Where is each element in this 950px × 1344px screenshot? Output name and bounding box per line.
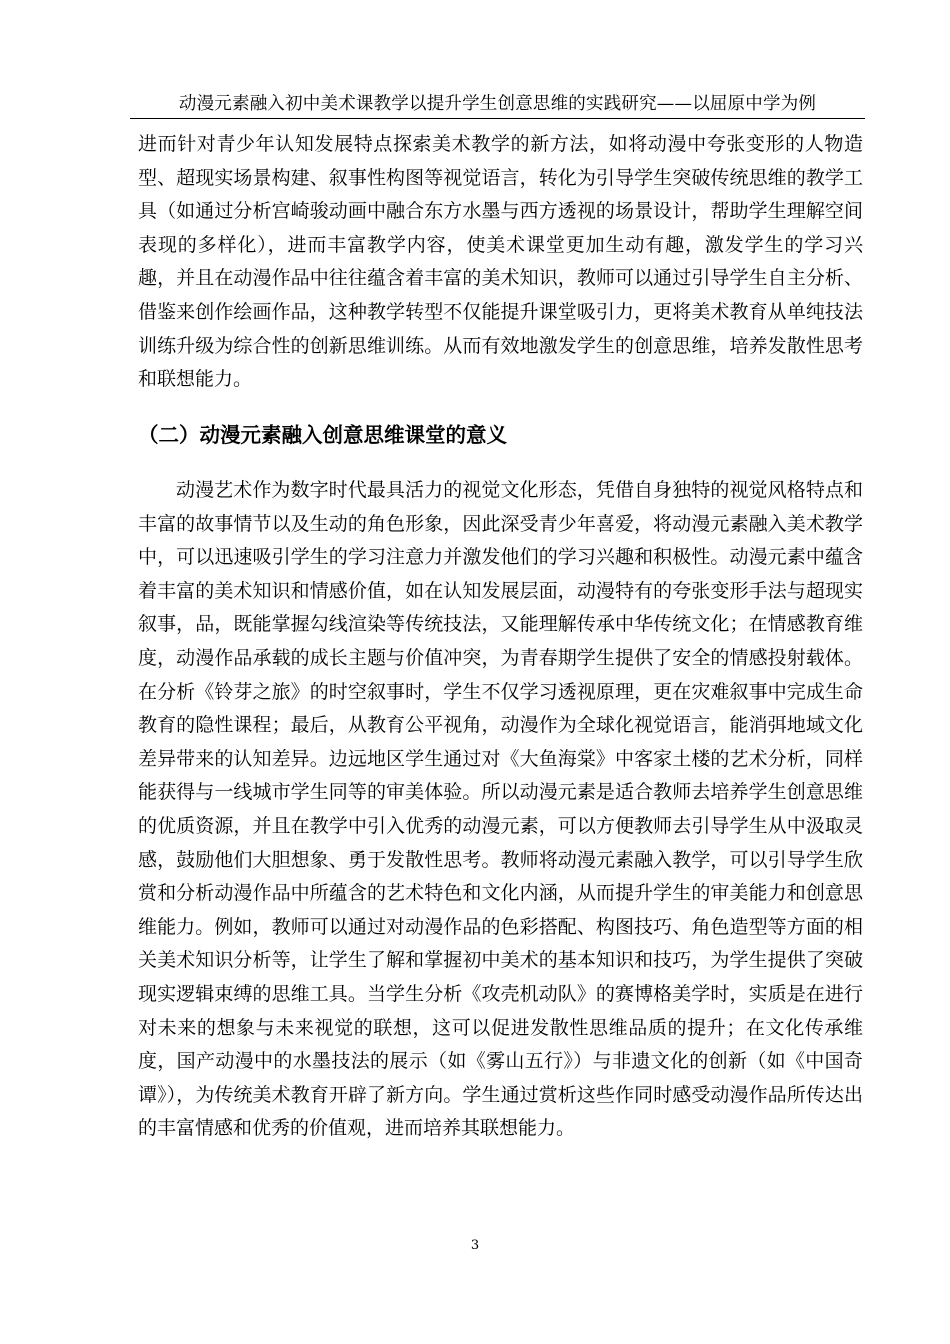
running-header [130,90,865,119]
page-number: 3 [470,1238,480,1253]
section-heading: （二）动漫元素融入创意思维课堂的意义 [138,423,507,447]
body-paragraph-2: 动漫艺术作为数字时代最具活力的视觉文化形态，凭借自身独特的视觉风格特点和丰富的故事情节以及生动的角色形象，因此深受青少年喜爱，将动漫元素融入美术教学中，可以迅速吸引学生的学习注意力并激发他们的学习兴趣和积极性。动漫元素中蕴含着丰富的美术知识和情感价值，如在认知发展层面，动漫特有的夸张变形手法与超现实叙事，品，既能掌握勾线渲染等传统技法，又能理解传承中华传统文化；在情感教育维度，动漫作品承载的成长主题与价值冲突，为青春期学生提供了安全的情感投射载体。在分析《铃芽之旅》的时空叙事时，学生不仅学习透视原理，更在灾难叙事中完成生命教育的隐性课程；最后，从教育公平视角，动漫作为全球化视觉语言，能消弭地域文化差异带来的认知差异。边远地区学生通过对《大鱼海棠》中客家土楼的艺术分析，同样能获得与一线城市学生同等的审美体验。所以动漫元素是适合教师去培养学生创意思维的优质资源，并且在教学中引入优秀的动漫元素，可以方便教师去引导学生从中汲取灵感，鼓励他们大胆想象、勇于发散性思考。教师将动漫元素融入教学，可以引导学生欣赏和分析动漫作品中所蕴含的艺术特色和文化内涵，从而提升学生的审美能力和创意思维能力。例如，教师可以通过对动漫作品的色彩搭配、构图技巧、角色造型等方面的相关美术知识分析等，让学生了解和掌握初中美术的基本知识和技巧，为学生提供了突破现实逻辑束缚的思维工具。当学生分析《攻壳机动队》的赛博格美学时，实质是在进行对未来的想象与未来视觉的联想，这可以促进发散性思维品质的提升；在文化传承维度，国产动漫中的水墨技法的展示（如《雾山五行》）与非遗文化的创新（如《中国奇谭》），为传统美术教育开辟了新方向。学生通过赏析这些作同时感受动漫作品所传达出的丰富情感和优秀的价值观，进而培养其联想能力。 [138,479,863,1140]
running-header-title: 动漫元素融入初中美术课教学以提升学生创意思维的实践研究——以屈原中学为例 [178,94,817,114]
body-paragraph-1: 进而针对青少年认知发展特点探索美术教学的新方法，如将动漫中夸张变形的人物造型、超现实场景构建、叙事性构图等视觉语言，转化为引导学生突破传统思维的教学工具（如通过分析宫崎骏动画中融合东方水墨与西方透视的场景设计，帮助学生理解空间表现的多样化），进而丰富教学内容，使美术课堂更加生动有趣，激发学生的学习兴趣，并且在动漫作品中往往蕴含着丰富的美术知识，教师可以通过引导学生自主分析、借鉴来创作绘画作品，这种教学转型不仅能提升课堂吸引力，更将美术教育从单纯技法训练升级为综合性的创新思维训练。从而有效地激发学生的创意思维，培养发散性思考和联想能力。 [138,133,863,391]
